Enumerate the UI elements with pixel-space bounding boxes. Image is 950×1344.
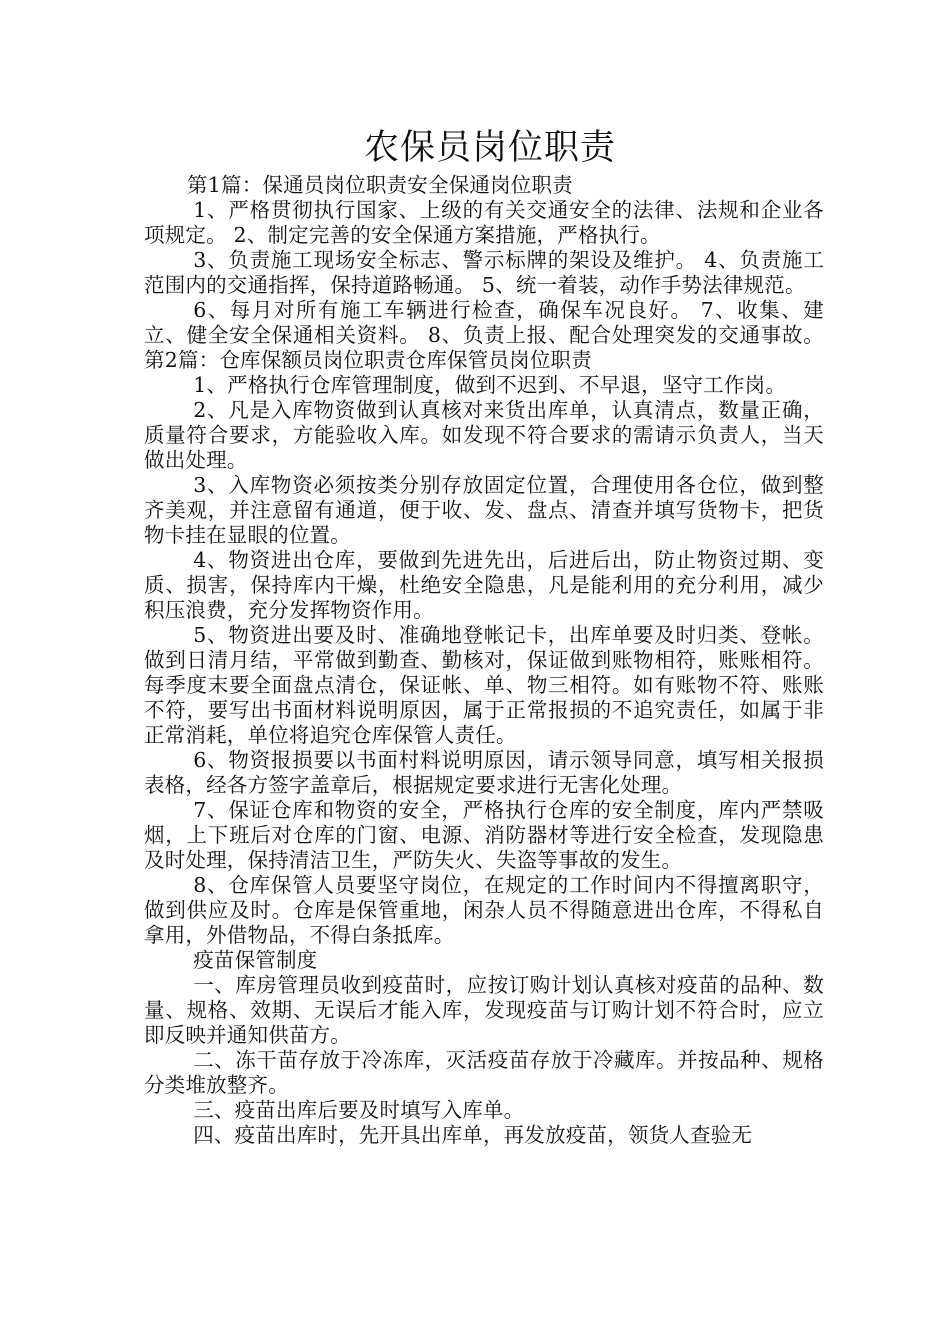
paragraph: 一、库房管理员收到疫苗时，应按订购计划认真核对疫苗的品种、数量、规格、效期、无误后才能入库，发现疫苗与订购计划不符合时，应立即反映并通知供苗方。 <box>144 973 824 1047</box>
section-heading-1: 第1篇：保通员岗位职责安全保通岗位职责 <box>187 173 573 197</box>
paragraph: 7、保证仓库和物资的安全，严格执行仓库的安全制度，库内严禁吸烟，上下班后对仓库的门窗、电源、消防器材等进行安全检查，发现隐患及时处理，保持清洁卫生，严防失火、失盗等事故的发生。 <box>144 798 824 872</box>
document-page <box>144 126 824 1148</box>
paragraph: 3、入库物资必须按类分别存放固定位置，合理使用各仓位，做到整齐美观，并注意留有通道，便于收、发、盘点、清查并填写货物卡，把货物卡挂在显眼的位置。 <box>144 473 824 547</box>
paragraph: 6、每月对所有施工车辆进行检查，确保车况良好。 7、收集、建立、健全安全保通相关资料。 8、负责上报、配合处理突发的交通事故。第2篇：仓库保额员岗位职责仓库保管员岗位职责 <box>144 298 824 372</box>
document-body <box>144 173 824 1148</box>
document-title: 农保员岗位职责 <box>363 128 616 168</box>
paragraph: 6、物资报损要以书面村料说明原因，请示领导同意，填写相关报损表格，经各方签字盖章后，根据规定要求进行无害化处理。 <box>144 748 824 797</box>
paragraph: 1、严格执行仓库管理制度，做到不迟到、不早退，坚守工作岗。 <box>193 373 787 397</box>
paragraph: 4、物资进出仓库，要做到先进先出，后进后出，防止物资过期、变质、损害，保持库内干燥，杜绝安全隐患，凡是能利用的充分利用，减少积压浪费，充分发挥物资作用。 <box>144 548 824 622</box>
paragraph: 8、仓库保管人员要坚守岗位，在规定的工作时间内不得擅离职守，做到供应及时。仓库是保管重地，闲杂人员不得随意进出仓库，不得私自拿用，外借物品，不得白条抵库。 <box>144 873 824 947</box>
paragraph: 四、疫苗出库时，先开具出库单，再发放疫苗，领货人查验无 <box>193 1123 753 1147</box>
paragraph: 2、凡是入库物资做到认真核对来货出库单，认真清点，数量正确，质量符合要求，方能验收入库。如发现不符合要求的需请示负责人，当天做出处理。 <box>144 398 824 472</box>
paragraph: 3、负责施工现场安全标志、警示标牌的架设及维护。 4、负责施工范围内的交通指挥，保持道路畅通。 5、统一着装，动作手势法律规范。 <box>144 248 824 297</box>
paragraph: 1、严格贯彻执行国家、上级的有关交通安全的法律、法规和企业各项规定。 2、制定完善的安全保通方案措施，严格执行。 <box>144 198 824 247</box>
section-heading-vaccine: 疫苗保管制度 <box>193 948 318 972</box>
paragraph: 5、物资进出要及时、准确地登帐记卡，出库单要及时归类、登帐。做到日清月结，平常做到勤查、勤核对，保证做到账物相符，账账相符。每季度末要全面盘点清仓，保证帐、单、物三相符。如有账物不符、账账不符，要写出书面材料说明原因，属于正常报损的不追究责任，如属于非正常消耗，单位将追究仓库保管人责任。 <box>144 623 824 747</box>
paragraph: 三、疫苗出库后要及时填写入库单。 <box>193 1098 525 1122</box>
paragraph: 二、冻干苗存放于冷冻库，灭活疫苗存放于冷藏库。并按品种、规格分类堆放整齐。 <box>144 1048 824 1097</box>
